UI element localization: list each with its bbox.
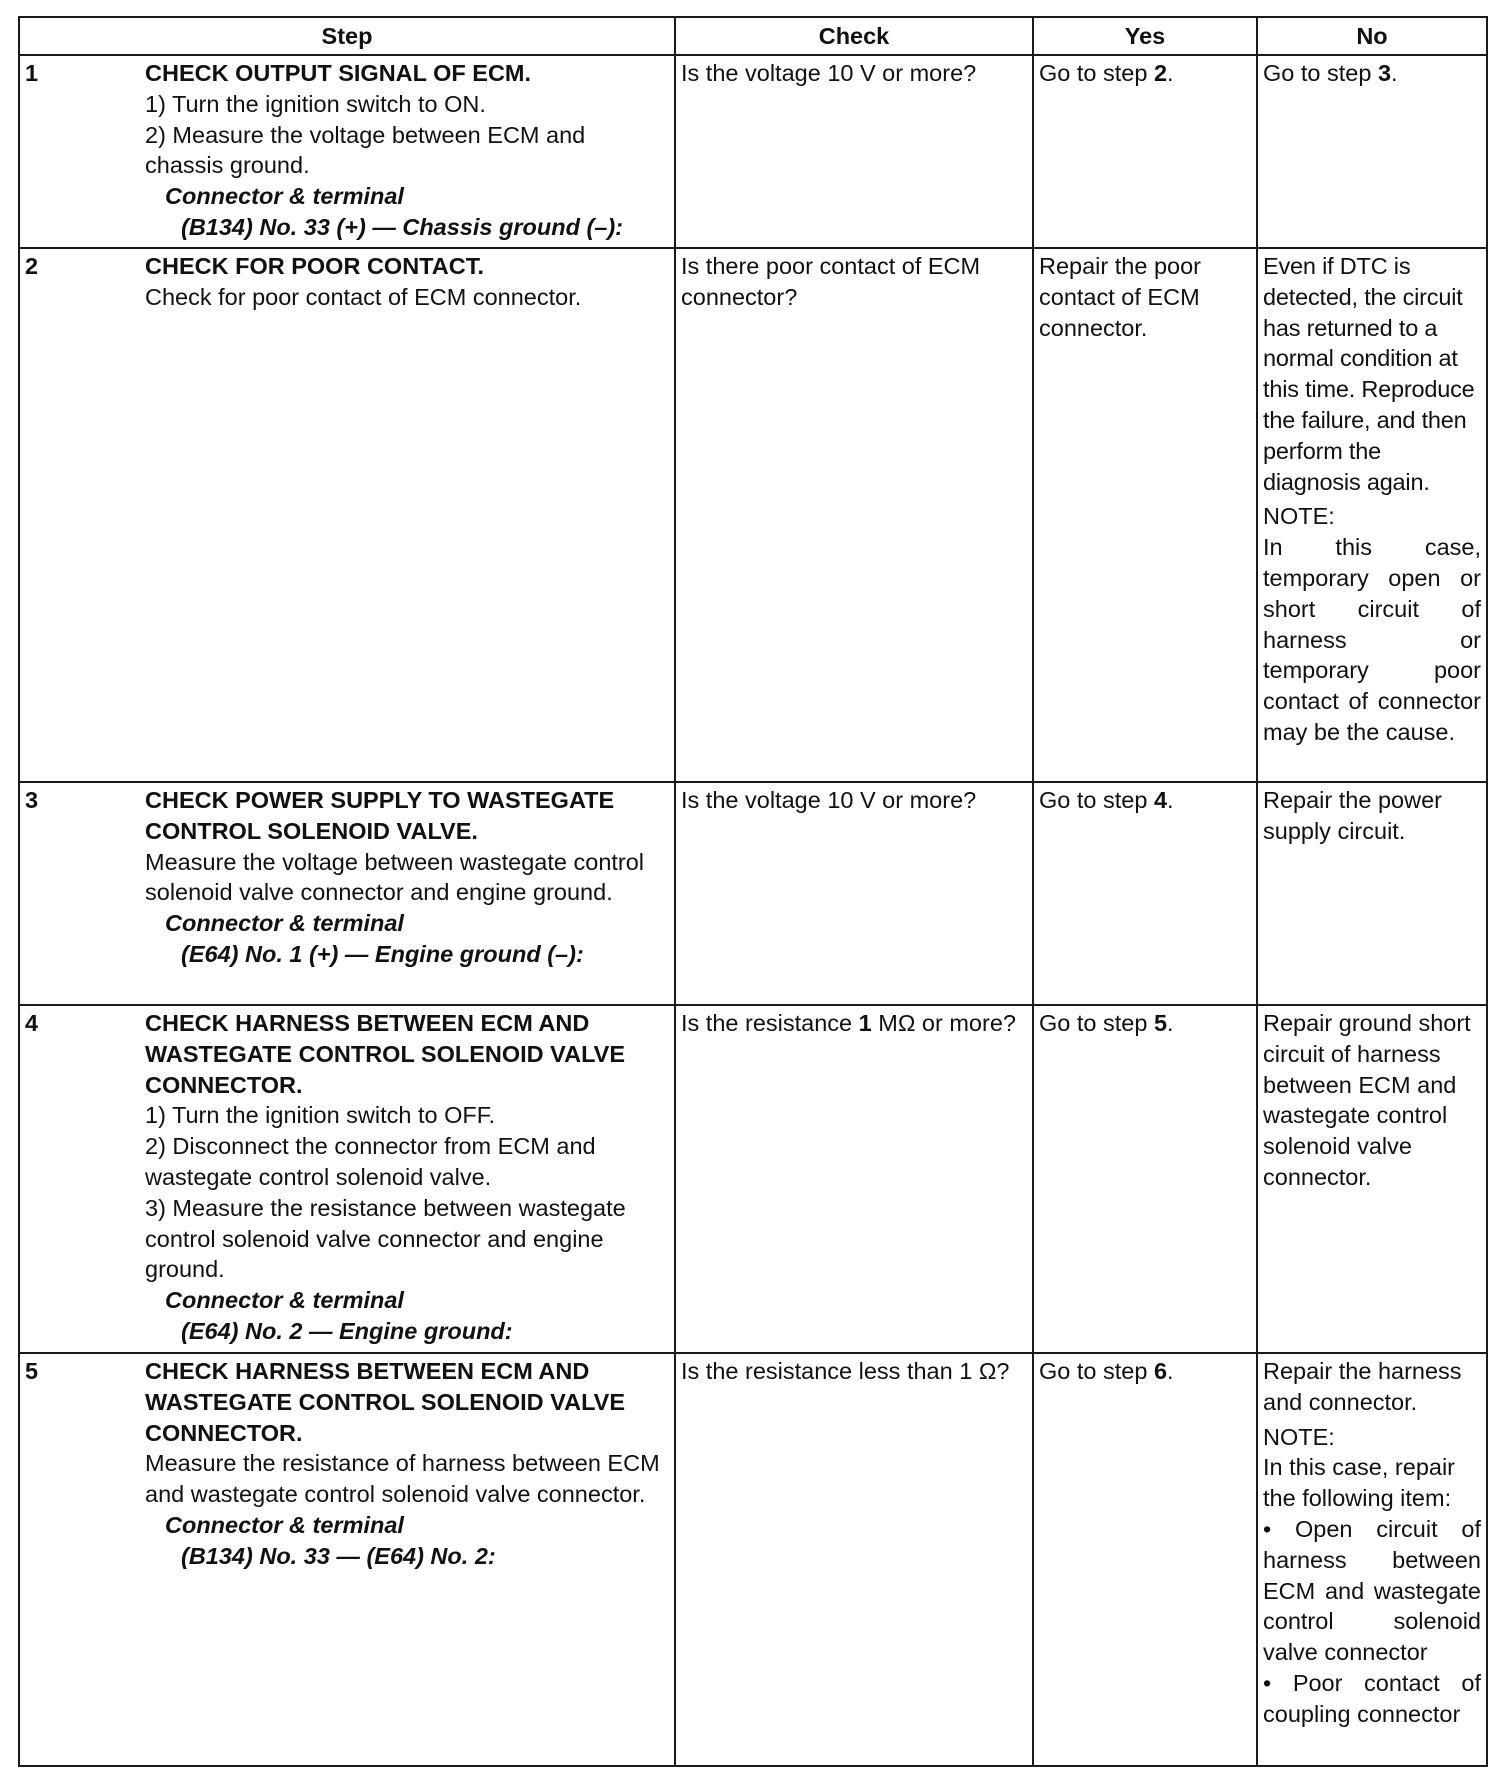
step-cell [143,782,675,1005]
step-line: Measure the resistance of harness between ECM and wastegate control solenoid valve connector. [145,1450,660,1508]
step-line: Check for poor contact of ECM connector. [145,283,582,310]
note-text: In this case, repair the following item: [1263,1454,1456,1512]
yes-period: . [1167,1358,1174,1384]
no-cell [1257,1353,1487,1766]
step-line: 1) Turn the ignition switch to OFF. [145,1102,496,1129]
step-number: 1 [19,55,143,248]
step-line: 2) Measure the voltage between ECM and chassis ground. [145,121,586,179]
connector-value: (B134) No. 33 — (E64) No. 2: [181,1542,496,1569]
yes-step-number: 4 [1153,787,1168,813]
yes-cell: Repair the poor contact of ECM connector. [1033,248,1257,782]
step-title: CHECK POWER SUPPLY TO WASTEGATE CONTROL SOLENOID VALVE. [145,787,615,844]
yes-text: Go to step [1039,1010,1154,1036]
no-period: . [1391,60,1398,86]
step-title: CHECK HARNESS BETWEEN ECM AND WASTEGATE CONTROL SOLENOID VALVE CONNECTOR. [145,1010,626,1098]
step-title: CHECK FOR POOR CONTACT. [145,253,485,279]
step-cell [143,1005,675,1353]
no-text: Even if DTC is detected, the circuit has returned to a normal condition at this time. Reproduce the failure, and then perform the diagnosis again. [1263,253,1475,495]
table-row [19,1353,1487,1766]
connector-value: (E64) No. 1 (+) — Engine ground (–): [181,940,584,967]
step-title: CHECK HARNESS BETWEEN ECM AND WASTEGATE CONTROL SOLENOID VALVE CONNECTOR. [145,1358,626,1446]
note-bullet: • Poor contact of coupling connector [1263,1669,1481,1727]
yes-cell [1033,55,1257,248]
no-cell: Repair the power supply circuit. [1257,782,1487,1005]
diagnosis-table [18,16,1488,1767]
step-title: CHECK OUTPUT SIGNAL OF ECM. [145,60,532,86]
note-label: NOTE: [1263,1423,1335,1450]
yes-text: Go to step [1039,60,1154,86]
check-cell [675,1005,1033,1353]
no-cell [1257,248,1487,782]
table-row [19,248,1487,782]
step-cell [143,1353,675,1766]
connector-label: Connector & terminal [165,1511,404,1538]
yes-step-number: 5 [1153,1010,1168,1036]
check-cell: Is there poor contact of ECM connector? [675,248,1033,782]
step-number: 3 [19,782,143,1005]
header-no: No [1257,17,1487,55]
note-text: In this case, temporary open or short circuit of harness or temporary poor contact of connector may be the cause. [1263,534,1481,745]
yes-cell [1033,782,1257,1005]
step-line: 2) Disconnect the connector from ECM and wastegate control solenoid valve. [145,1133,596,1190]
connector-label: Connector & terminal [165,183,404,210]
table-row [19,782,1487,1005]
check-cell: Is the voltage 10 V or more? [675,55,1033,248]
header-check: Check [675,17,1033,55]
check-number: 1 [858,1010,872,1036]
yes-cell [1033,1353,1257,1766]
no-text: Go to step [1263,60,1378,86]
header-step: Step [19,17,675,55]
step-cell [143,248,675,782]
header-yes: Yes [1033,17,1257,55]
note-label: NOTE: [1263,503,1335,530]
no-cell [1257,55,1487,248]
table-row [19,1005,1487,1353]
connector-label: Connector & terminal [165,910,404,937]
yes-period: . [1167,787,1174,813]
step-number: 5 [19,1353,143,1766]
check-cell: Is the voltage 10 V or more? [675,782,1033,1005]
yes-step-number: 2 [1153,60,1168,86]
no-cell: Repair ground short circuit of harness between ECM and wastegate control solenoid valve connector. [1257,1005,1487,1353]
header-row [19,17,1487,55]
connector-label: Connector & terminal [165,1287,404,1314]
table-row [19,55,1487,248]
yes-step-number: 6 [1153,1358,1168,1384]
check-text: Is the resistance [681,1010,859,1036]
yes-text: Go to step [1039,1358,1154,1384]
yes-period: . [1167,60,1174,86]
no-step-number: 3 [1377,60,1392,86]
yes-period: . [1167,1010,1174,1036]
check-unit: MΩ or more? [871,1010,1016,1036]
step-number: 4 [19,1005,143,1353]
note-bullet: • Open circuit of harness between ECM and wastegate control solenoid valve connector [1263,1515,1481,1666]
connector-value: (E64) No. 2 — Engine ground: [181,1317,513,1344]
check-cell: Is the resistance less than 1 Ω? [675,1353,1033,1766]
yes-cell [1033,1005,1257,1353]
step-line: 3) Measure the resistance between wastegate control solenoid valve connector and engine ground. [145,1194,626,1283]
step-cell [143,55,675,248]
step-number: 2 [19,248,143,782]
step-line: 1) Turn the ignition switch to ON. [145,90,486,117]
connector-value: (B134) No. 33 (+) — Chassis ground (–): [181,213,624,240]
no-text: Repair the harness and connector. [1263,1358,1462,1415]
yes-text: Go to step [1039,787,1154,813]
step-line: Measure the voltage between wastegate control solenoid valve connector and engine ground. [145,848,645,906]
